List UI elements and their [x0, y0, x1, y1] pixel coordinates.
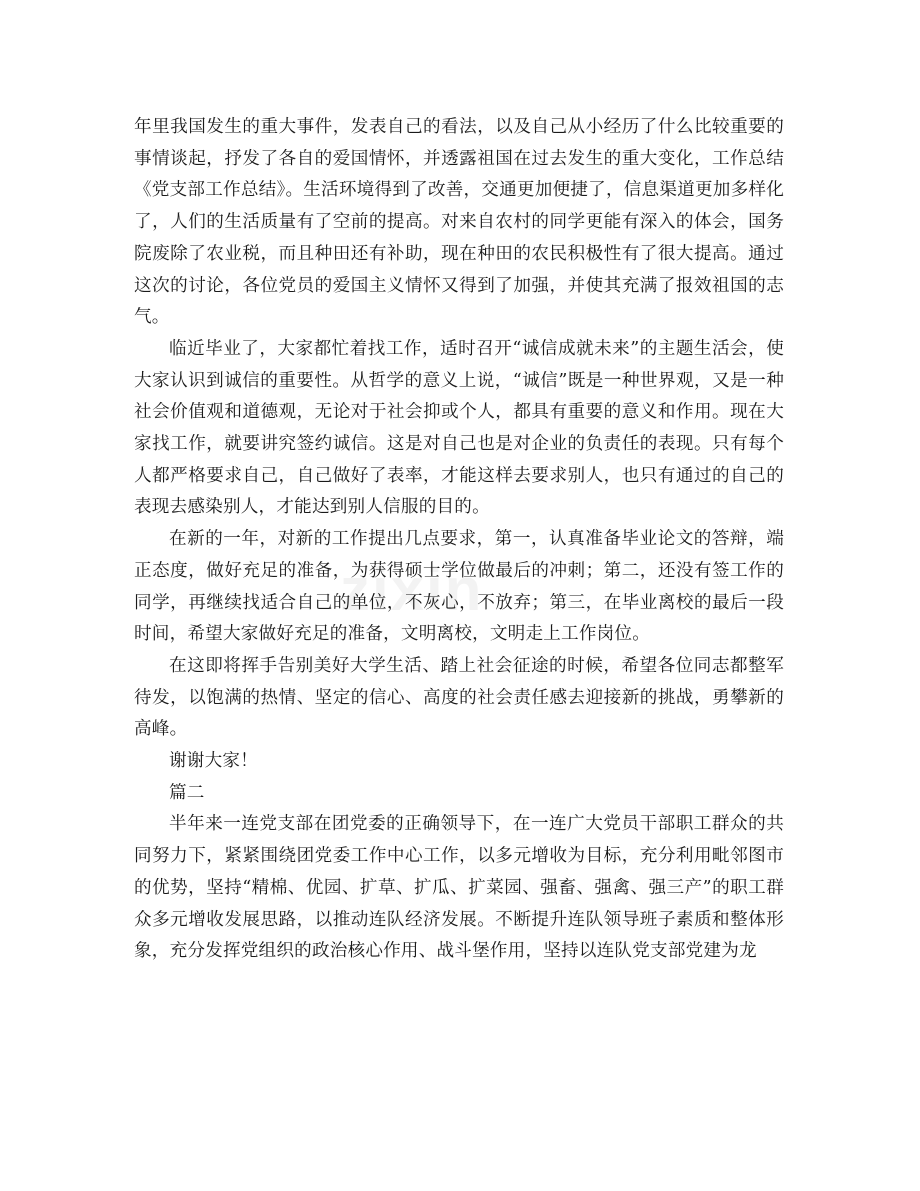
paragraph-requirements: 在新的一年，对新的工作提出几点要求，第一，认真准备毕业论文的答辩，端正态度，做好充足的准备，为获得硕士学位做最后的冲刺；第二，还没有签工作的同学，再继续找适合自己的单位，不灰心，不放弃；第三，在毕业离校的最后一段时间，希望大家做好充足的准备，文明离校，文明走上工作岗位。: [134, 529, 784, 645]
paragraph-integrity: 临近毕业了，大家都忙着找工作，适时召开“诚信成就未来”的主题生活会，使大家认识到诚信的重要性。从哲学的意义上说，“诚信”既是一种世界观，又是一种社会价值观和道德观，无论对于社会抑或个人，都具有重要的意义和作用。现在大家找工作，就要讲究签约诚信。这是对自己也是对企业的负责任的表现。只有每个人都严格要求自己，自己做好了表率，才能这样去要求别人，也只有通过的自己的表现去感染别人，才能达到别人信服的目的。: [134, 338, 784, 518]
paragraph-section-two: 半年来一连党支部在团党委的正确领导下，在一连广大党员干部职工群众的共同努力下，紧紧围绕团党委工作中心工作，以多元增收为目标，充分利用毗邻图市的优势，坚持“精棉、优园、扩草、扩瓜、扩菜园、强畜、强禽、强三产”的职工群众多元增收发展思路，以推动连队经济发展。不断提升连队领导班子素质和整体形象，充分发挥党组织的政治核心作用、战斗堡作用，坚持以连队党支部党建为龙: [134, 814, 784, 962]
section-heading: 篇二: [169, 782, 205, 803]
document-body: [134, 112, 784, 968]
paragraph-thanks: 谢谢大家！: [169, 751, 258, 772]
paragraph-continued: 年里我国发生的重大事件，发表自己的看法，以及自己从小经历了什么比较重要的事情谈起，抒发了各自的爱国情怀，并透露祖国在过去发生的重大变化，工作总结《党支部工作总结》。生活环境得到了改善，交通更加便捷了，信息渠道更加多样化了，人们的生活质量有了空前的提高。对来自农村的同学更能有深入的体会，国务院废除了农业税，而且种田还有补助，现在种田的农民积极性有了很大提高。通过这次的讨论，各位党员的爱国主义情怀又得到了加强，并使其充满了报效祖国的志气。: [134, 117, 784, 328]
paragraph-farewell: 在这即将挥手告别美好大学生活、踏上社会征途的时候，希望各位同志都整军待发，以饱满的热情、坚定的信心、高度的社会责任感去迎接新的挑战，勇攀新的高峰。: [134, 655, 784, 740]
